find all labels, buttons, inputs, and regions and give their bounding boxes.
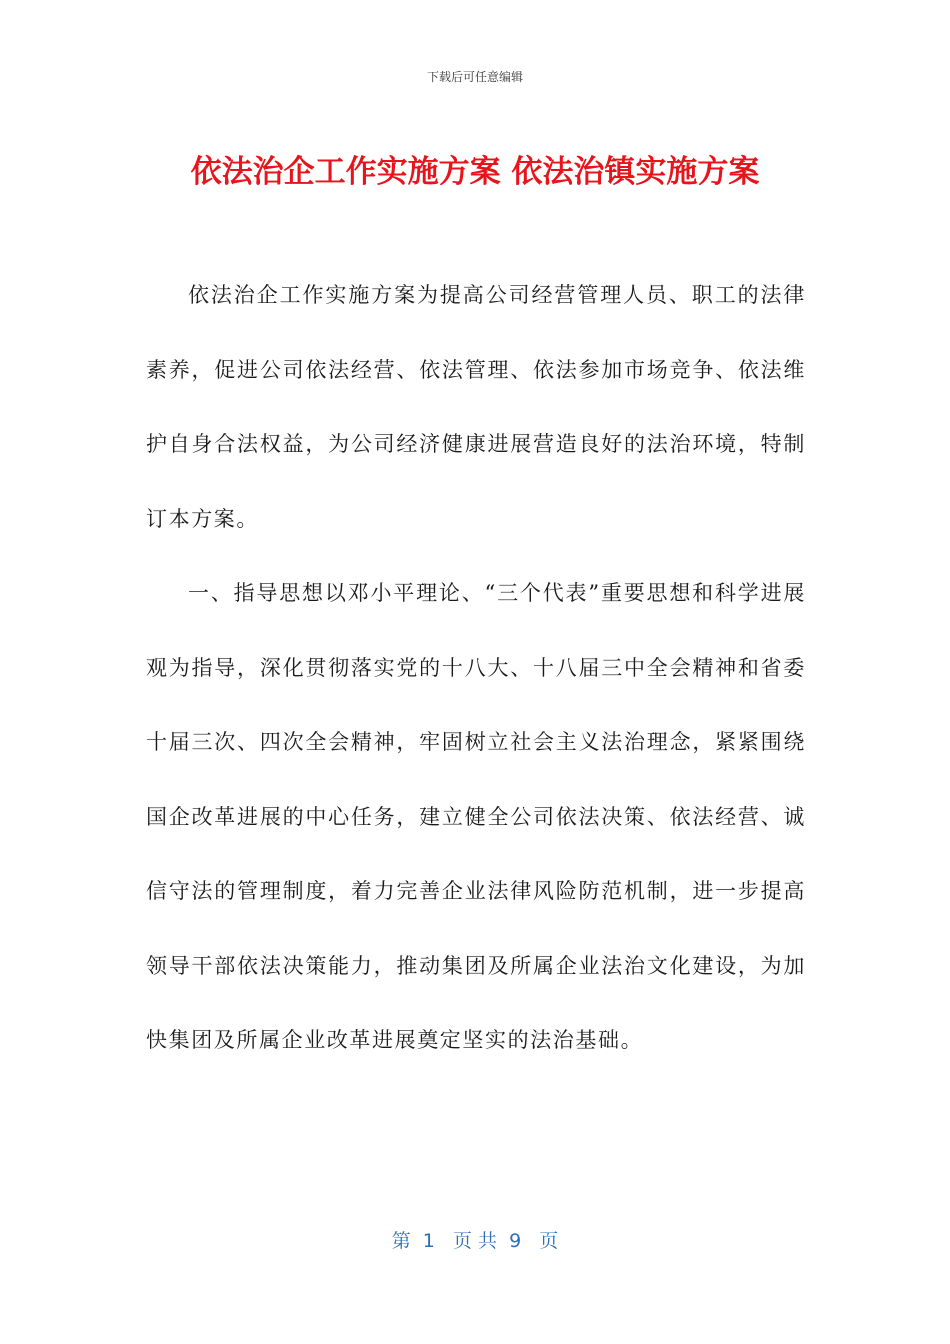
- paragraph-intro: 依法治企工作实施方案为提高公司经营管理人员、职工的法律素养，促进公司依法经营、依法管理、依法参加市场竞争、依法维护自身合法权益，为公司经济健康进展营造良好的法治环境，特制订本方案。: [146, 283, 806, 531]
- paragraph-guiding-principles: 一、指导思想以邓小平理论、“三个代表”重要思想和科学进展观为指导，深化贯彻落实党的十八大、十八届三中全会精神和省委十届三次、四次全会精神，牢固树立社会主义法治理念，紧紧围绕国企改革进展的中心任务，建立健全公司依法决策、依法经营、诚信守法的管理制度，着力完善企业法律风险防范机制，进一步提高领导干部依法决策能力，推动集团及所属企业法治文化建设，为加快集团及所属企业改革进展奠定坚实的法治基础。: [146, 581, 806, 1052]
- document-body: [146, 258, 806, 1078]
- header-note: 下载后可任意编辑: [426, 70, 523, 84]
- document-title: 依法治企工作实施方案 依法治镇实施方案: [190, 154, 760, 190]
- page-number-footer: 第 1 页 共 9 页: [391, 1230, 559, 1252]
